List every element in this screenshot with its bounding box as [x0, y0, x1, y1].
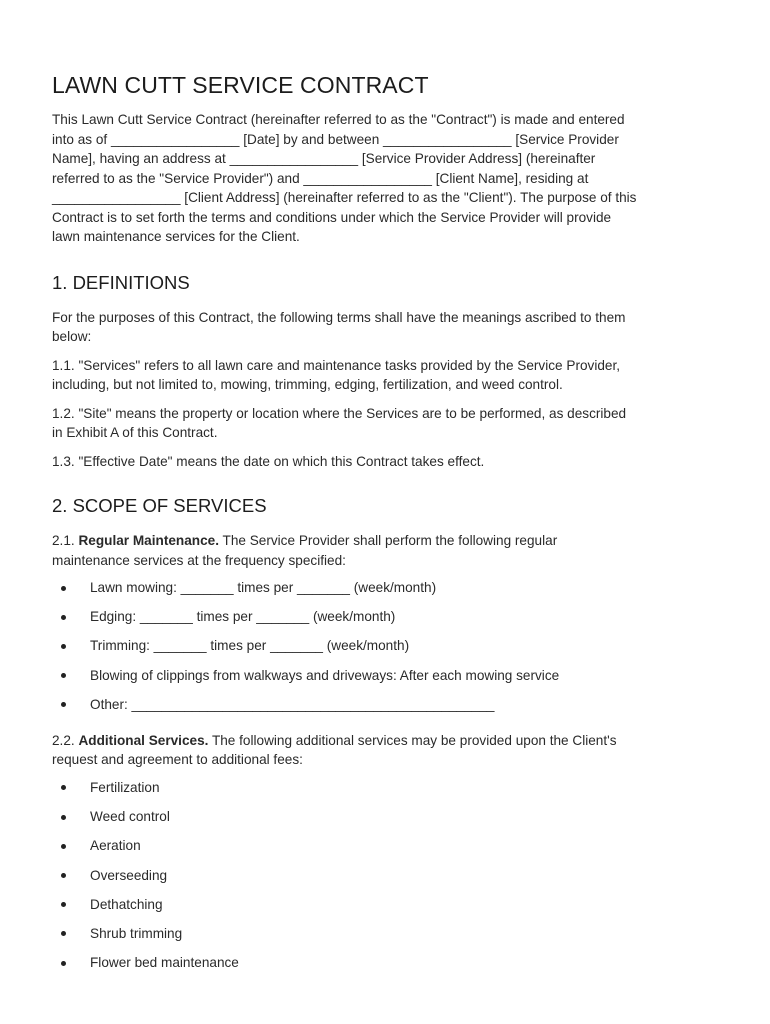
bullet-icon	[61, 844, 66, 849]
list-item	[52, 807, 720, 836]
list-item-text: Trimming: _______ times per _______ (week/month)	[90, 638, 410, 654]
definition-line: 1.2. "Site" means the property or location where the Services are to be performed, as described	[52, 405, 627, 421]
intro-line: into as of _________________ [Date] by and between _________________ [Service Provider	[52, 131, 619, 147]
bullet-icon	[61, 586, 66, 591]
list-item	[52, 695, 720, 724]
definitions-heading: 1. DEFINITIONS	[52, 271, 190, 293]
scope-heading: 2. SCOPE OF SERVICES	[52, 495, 267, 516]
intro-line: lawn maintenance services for the Client.	[52, 229, 300, 244]
list-item-text: Fertilization	[90, 779, 160, 795]
bullet-icon	[61, 931, 66, 936]
regular-maintenance-clause	[52, 531, 720, 570]
list-item	[52, 895, 720, 924]
additional-services-list	[52, 778, 720, 982]
list-item	[52, 636, 720, 665]
list-item	[52, 607, 720, 636]
bullet-icon	[61, 673, 66, 678]
definitions-intro-line: For the purposes of this Contract, the following terms shall have the meanings ascribed to them	[52, 309, 626, 325]
list-item-text: Dethatching	[90, 896, 163, 912]
definition-line: including, but not limited to, mowing, trimming, edging, fertilization, and weed control.	[52, 377, 563, 392]
list-item-text: Aeration	[90, 838, 141, 854]
document-title: LAWN CUTT SERVICE CONTRACT	[52, 72, 429, 98]
clause-title: Regular Maintenance.	[78, 533, 219, 548]
list-item-text: Weed control	[90, 809, 170, 825]
bullet-icon	[61, 785, 66, 790]
bullet-icon	[61, 961, 66, 966]
list-item	[52, 866, 720, 895]
bullet-icon	[61, 815, 66, 820]
clause-text: The Service Provider shall perform the following regular	[222, 533, 558, 548]
list-item-text: Edging: _______ times per _______ (week/month)	[90, 609, 396, 625]
clause-title: Additional Services.	[78, 732, 209, 748]
additional-services-clause	[52, 731, 720, 770]
definition-site	[52, 404, 720, 443]
intro-line: This Lawn Cutt Service Contract (hereinafter referred to as the "Contract") is made and entered	[52, 112, 625, 127]
intro-line: Name], having an address at _________________ [Service Provider Address] (hereinafter	[52, 151, 596, 166]
list-item	[52, 924, 720, 953]
list-item-text: Overseeding	[90, 867, 168, 883]
definition-effective-date: 1.3. "Effective Date" means the date on which this Contract takes effect.	[52, 453, 485, 469]
list-item-text: Blowing of clippings from walkways and driveways: After each mowing service	[90, 667, 560, 683]
intro-line: _________________ [Client Address] (hereinafter referred to as the "Client"). The purpose of this	[52, 190, 637, 205]
regular-services-list	[52, 578, 720, 724]
clause-text: maintenance services at the frequency specified:	[52, 552, 346, 568]
list-item	[52, 578, 720, 607]
list-item-text: Lawn mowing: _______ times per _______ (week/month)	[90, 580, 437, 595]
list-item	[52, 778, 720, 807]
definition-line: 1.1. "Services" refers to all lawn care and maintenance tasks provided by the Service Provider,	[52, 357, 621, 373]
list-item-text: Flower bed maintenance	[90, 955, 239, 971]
clause-text: The following additional services may be provided upon the Client's	[211, 732, 617, 748]
intro-line: referred to as the "Service Provider") and _________________ [Client Name], residing at	[52, 170, 589, 186]
clause-number: 2.2.	[52, 732, 75, 748]
list-item	[52, 836, 720, 865]
definition-services	[52, 356, 720, 395]
bullet-icon	[61, 902, 66, 907]
definitions-intro-line: below:	[52, 329, 92, 344]
list-item-text: Shrub trimming	[90, 925, 183, 941]
bullet-icon	[61, 702, 66, 707]
clause-text: request and agreement to additional fees:	[52, 752, 303, 768]
list-item	[52, 953, 720, 982]
clause-number: 2.1.	[52, 533, 75, 548]
list-item	[52, 666, 720, 695]
definitions-intro	[52, 308, 720, 347]
list-item-text: Other: ________________________________________________	[90, 696, 495, 712]
bullet-icon	[61, 644, 66, 649]
intro-line: Contract is to set forth the terms and conditions under which the Service Provider will provide	[52, 209, 612, 225]
intro-paragraph	[52, 110, 720, 247]
bullet-icon	[61, 615, 66, 620]
definition-line: in Exhibit A of this Contract.	[52, 425, 218, 440]
bullet-icon	[61, 873, 66, 878]
